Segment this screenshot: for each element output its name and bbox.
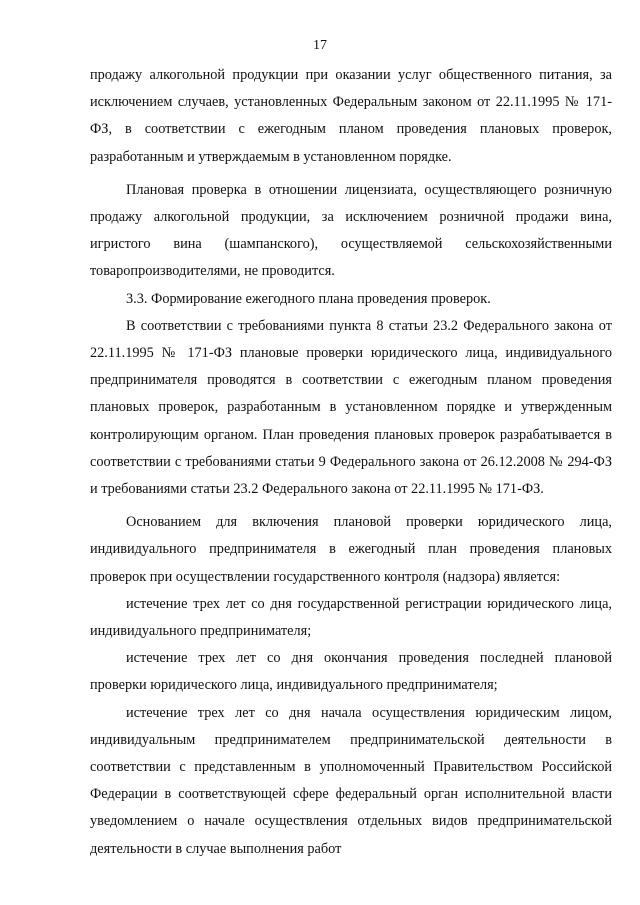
section-heading-3-3: 3.3. Формирование ежегодного плана проведения проверок. bbox=[126, 290, 491, 307]
document-body bbox=[90, 62, 612, 863]
list-item-registration: истечение трех лет со дня государственной регистрации юридического лица, индивидуального предпринимателя; bbox=[90, 595, 612, 640]
paragraph-inclusion-grounds: Основанием для включения плановой проверки юридического лица, индивидуального предпринимателя в ежегодный план проведения плановых проверок при осуществлении государственного контроля (надзора) является: bbox=[90, 514, 612, 585]
page-number: 17 bbox=[313, 38, 327, 53]
paragraph-continuation: продажу алкогольной продукции при оказании услуг общественного питания, за исключением случаев, установленных Федеральным законом от 22.11.1995 № 171-ФЗ, в соответствии с ежегодным планом проведения плановых проверок, разработанным и утверждаемым в установленном порядке. bbox=[90, 67, 612, 165]
list-item-last-inspection: истечение трех лет со дня окончания проведения последней плановой проверки юридического лица, индивидуального предпринимателя; bbox=[90, 650, 612, 694]
paragraph-licensee-inspection: Плановая проверка в отношении лицензиата, осуществляющего розничную продажу алкогольной продукции, за исключением розничной продажи вина, игристого вина (шампанского), осуществляемой сельскохозяйственными товаропроизводителями, не проводится. bbox=[90, 181, 612, 280]
paragraph-planned-inspections: В соответствии с требованиями пункта 8 статьи 23.2 Федерального закона от 22.11.1995 № 171-ФЗ плановые проверки юридического лица, индивидуального предпринимателя проводятся в соответствии с ежегодным планом проведения плановых проверок, разработанным в установленном порядке и утвержденным контролирующим органом. План проведения плановых проверок разрабатывается в соответствии с требованиями статьи 9 Федерального закона от 26.12.2008 № 294-ФЗ и требованиями статьи 23.2 Федерального закона от 22.11.1995 № 171-ФЗ. bbox=[90, 317, 612, 498]
list-item-activity-start: истечение трех лет со дня начала осуществления юридическим лицом, индивидуальным предпринимателем предпринимательской деятельности в соответствии с представленным в уполномоченный Правительством Российской Федерации в соответствующей сфере федеральный орган исполнительной власти уведомлением о начале осуществления отдельных видов предпринимательской деятельности в случае выполнения работ bbox=[90, 704, 612, 857]
